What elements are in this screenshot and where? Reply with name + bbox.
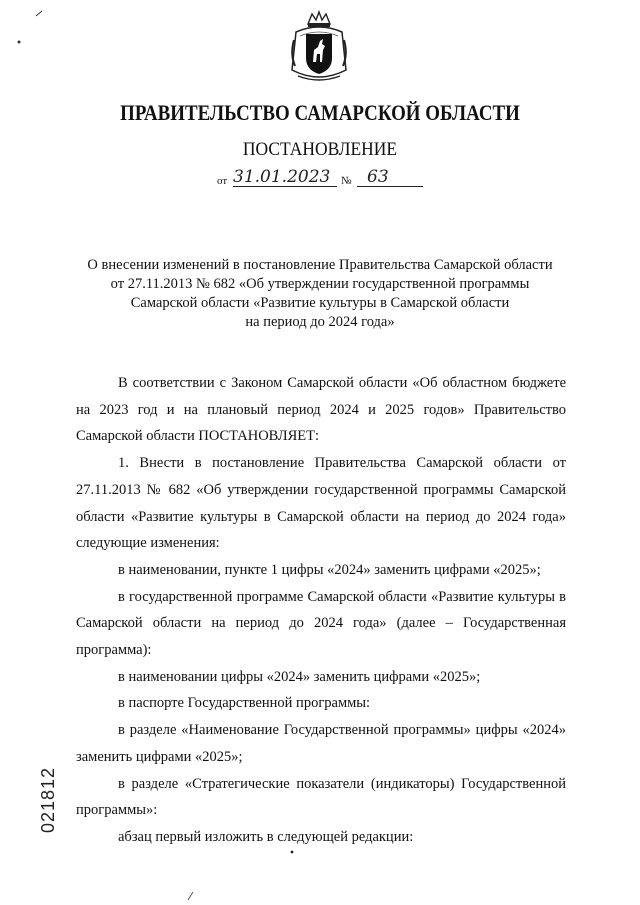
scan-speck-mark	[34, 8, 44, 18]
change-program-paragraph: в государственной программе Самарской области «Развитие культуры в Самарской области на период до 2024 года» (далее – Государственная программа):	[76, 588, 566, 659]
serial-number: 021812	[38, 766, 58, 833]
passport-paragraph: в паспорте Государственной программы:	[118, 695, 371, 712]
paragraph-one-instruction: абзац первый изложить в следующей редакции:	[118, 828, 414, 845]
section-name-paragraph: в разделе «Наименование Государственной программы» цифры «2024» заменить цифрами «2025»;	[76, 722, 566, 765]
scan-speck-mark	[15, 38, 23, 46]
subject-line: от 27.11.2013 № 682 «Об утверждении государственной программы	[110, 276, 530, 292]
document-number: 63	[367, 167, 389, 187]
scan-speck-mark	[288, 848, 296, 856]
document-date: 31.01.2023	[233, 167, 331, 187]
change-naming2-paragraph: в наименовании цифры «2024» заменить цифрами «2025»;	[118, 668, 481, 685]
number-label: №	[341, 175, 352, 187]
coat-of-arms-icon	[286, 10, 352, 86]
subject-line: Самарской области «Развитие культуры в Самарской области	[130, 295, 510, 311]
date-number-line	[217, 166, 437, 190]
document-body	[76, 370, 566, 851]
change-naming-paragraph: в наименовании, пункте 1 цифры «2024» заменить цифрами «2025»;	[118, 561, 541, 578]
subject-line: на период до 2024 года»	[245, 314, 395, 330]
date-label: от	[217, 175, 228, 187]
scan-speck-mark	[186, 890, 196, 902]
preamble-paragraph: В соответствии с Законом Самарской области «Об областном бюджете на 2023 год и на плановый период 2024 и 2025 годов» Правительство Самарской области ПОСТАНОВЛЯЕТ:	[76, 375, 566, 445]
document-subject	[70, 256, 570, 332]
section-indicators-paragraph: в разделе «Стратегические показатели (индикаторы) Государственной программы»:	[76, 775, 566, 819]
item-1-paragraph: 1. Внести в постановление Правительства Самарской области от 27.11.2013 № 682 «Об утверждении государственной программы Самарской области «Развитие культуры в Самарской области на период до 2024 года» следующие изменения:	[76, 455, 566, 552]
document-type: ПОСТАНОВЛЕНИЕ	[242, 139, 398, 160]
government-title: ПРАВИТЕЛЬСТВО САМАРСКОЙ ОБЛАСТИ	[120, 100, 520, 125]
subject-line: О внесении изменений в постановление Правительства Самарской области	[87, 257, 553, 273]
